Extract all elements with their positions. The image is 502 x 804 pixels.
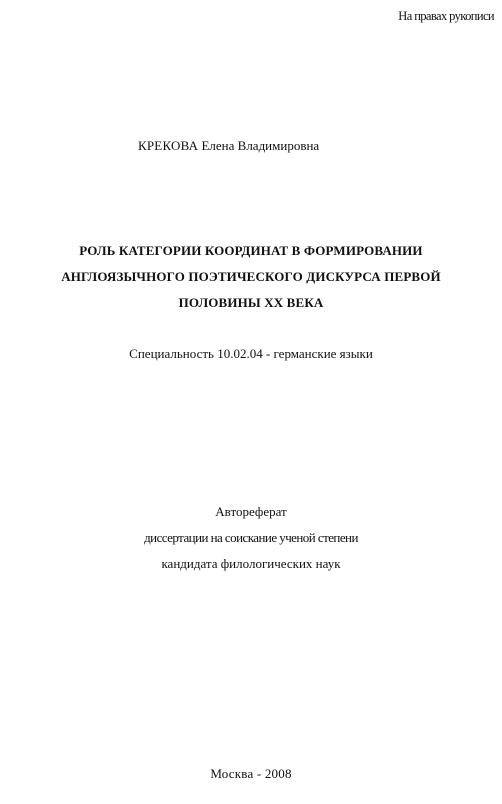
dissertation-title-line-1: РОЛЬ КАТЕГОРИИ КООРДИНАТ В ФОРМИРОВАНИИ bbox=[79, 243, 423, 258]
author-given-names: Елена Владимировна bbox=[201, 138, 320, 153]
author-name bbox=[138, 138, 319, 154]
degree-purpose-line: диссертации на соискание ученой степени bbox=[144, 530, 358, 545]
dissertation-title-line-3: ПОЛОВИНЫ XX ВЕКА bbox=[178, 295, 324, 310]
degree-name-line: кандидата филологических наук bbox=[161, 556, 341, 571]
author-surname: КРЕКОВА bbox=[138, 138, 199, 153]
abstract-label: Автореферат bbox=[215, 504, 287, 519]
place-year: Москва - 2008 bbox=[210, 766, 292, 781]
dissertation-title-line-2: АНГЛОЯЗЫЧНОГО ПОЭТИЧЕСКОГО ДИСКУРСА ПЕРВОЙ bbox=[61, 269, 441, 284]
manuscript-rights-note: На правах рукописи bbox=[398, 9, 494, 23]
specialty-line: Специальность 10.02.04 - германские языки bbox=[129, 346, 373, 361]
